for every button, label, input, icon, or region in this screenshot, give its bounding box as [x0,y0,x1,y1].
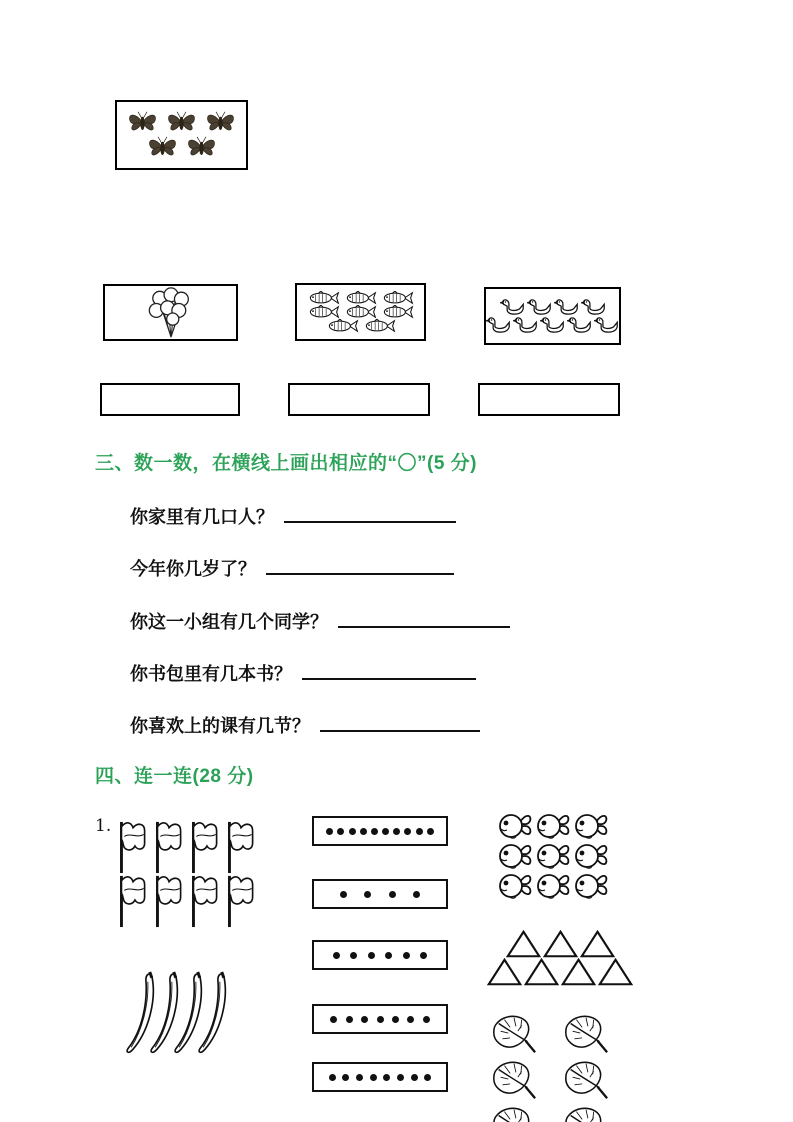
dot [342,1074,349,1081]
question-text: 今年你几岁了？ [130,559,256,579]
flag-icon [117,820,151,874]
dot [370,1074,377,1081]
dot [368,952,375,959]
butterfly-icon [202,110,239,135]
dot [389,891,396,898]
fish-icon [363,319,396,333]
answer-blank-line [338,610,510,628]
dot-box-4 [312,879,448,909]
dot [383,1074,390,1081]
triangle-icon [543,930,578,958]
question-text: 你书包里有几本书？ [130,664,292,684]
fish-icon [326,319,359,333]
goldfish-icon [573,870,609,900]
dot [403,952,410,959]
answer-blank-line [302,662,476,680]
duck-icon [594,316,619,334]
leaf-icon [488,1058,540,1104]
dot [337,828,344,835]
section-three-heading: 三、数一数，在横线上画出相应的“〇”(5 分) [95,453,478,474]
goldfish-group [496,810,610,900]
balloons-picture-box [103,284,238,341]
dot [427,828,434,835]
leaf-icon [488,1104,540,1122]
goldfish-icon [497,840,533,870]
dot [371,828,378,835]
question-favorite-classes [130,712,480,738]
question-text: 你家里有几口人？ [130,507,274,527]
fish-icon [381,305,414,319]
butterfly-picture-box [115,100,248,170]
dot [346,1016,353,1023]
dot-box-7 [312,1004,448,1034]
fish-icon [344,305,377,319]
icon-row [305,305,416,319]
flag-icon [117,874,151,928]
goldfish-icon [497,810,533,840]
icon-row [124,970,230,1056]
dot [411,1074,418,1081]
leaf-icon [488,1012,540,1058]
triangle-icon [598,958,633,986]
dot [326,828,333,835]
icon-row [478,1104,622,1122]
icon-row [143,135,221,160]
leaves-group [478,1012,622,1122]
triangle-icon [487,958,522,986]
dot [416,828,423,835]
flag-icon [153,874,187,928]
icon-row [478,1058,622,1104]
answer-box-2 [288,383,430,416]
dot [364,891,371,898]
fish-icon [381,291,414,305]
dot [423,1016,430,1023]
bananas-group [124,970,230,1056]
dot [333,952,340,959]
section-four-heading: 四、连一连(28 分) [95,766,254,787]
question-family-members [130,503,456,529]
dot [360,828,367,835]
dot-box-8 [312,1062,448,1092]
dot-box-10 [312,816,448,846]
dot [404,828,411,835]
triangle-icon [524,958,559,986]
icon-row [122,287,220,339]
answer-box-3 [478,383,620,416]
balloon-bunch-icon [122,287,220,339]
dot [393,828,400,835]
icon-row [305,291,416,305]
dot [349,828,356,835]
question-text: 你喜欢上的课有几节？ [130,716,310,736]
goldfish-icon [573,840,609,870]
icon-row [116,874,260,928]
butterfly-icon [144,135,181,160]
answer-blank-line [284,505,456,523]
duck-icon [567,316,592,334]
flag-icon [153,820,187,874]
dot [413,891,420,898]
question-books-in-bag [130,660,476,686]
butterfly-icon [124,110,161,135]
ducks-picture-box [484,287,621,345]
icon-row [324,319,398,333]
fish-icon [307,305,340,319]
dot [361,1016,368,1023]
dot [330,1016,337,1023]
dot [385,952,392,959]
icon-row [123,110,240,135]
triangle-icon [580,930,615,958]
banana-icon [196,970,230,1056]
goldfish-icon [535,870,571,900]
dot [392,1016,399,1023]
leaf-icon [560,1104,612,1122]
goldfish-icon [573,810,609,840]
icon-row [496,810,610,840]
goldfish-icon [535,840,571,870]
duck-icon [486,316,511,334]
fish-icon [307,291,340,305]
flags-group [116,820,260,928]
answer-blank-line [320,714,480,732]
dot [382,828,389,835]
leaf-icon [560,1012,612,1058]
leaf-icon [560,1058,612,1104]
question-text: 你这一小组有几个同学？ [130,612,328,632]
question-group-students [130,608,510,634]
duck-icon [513,316,538,334]
duck-icon [540,316,565,334]
flag-icon [225,874,259,928]
dot [420,952,427,959]
icon-row [485,316,620,334]
goldfish-icon [497,870,533,900]
answer-box-1 [100,383,240,416]
duck-icon [500,298,525,316]
flag-icon [225,820,259,874]
icon-row [486,930,634,958]
icon-row [478,1012,622,1058]
question-your-age [130,555,454,581]
answer-blank-line [266,557,454,575]
flag-icon [189,820,223,874]
butterfly-icon [163,110,200,135]
fish-picture-box [295,283,426,341]
dot [377,1016,384,1023]
fish-icon [344,291,377,305]
icon-row [486,958,634,986]
dot [350,952,357,959]
butterfly-icon [183,135,220,160]
dot [424,1074,431,1081]
icon-row [496,840,610,870]
duck-icon [554,298,579,316]
dot-box-6 [312,940,448,970]
dot [397,1074,404,1081]
goldfish-icon [535,810,571,840]
triangle-icon [561,958,596,986]
item-number: 1. [95,816,112,836]
flag-icon [189,874,223,928]
icon-row [496,870,610,900]
icon-row [116,820,260,874]
dot [356,1074,363,1081]
dot [407,1016,414,1023]
triangles-group [486,930,634,986]
icon-row [499,298,607,316]
duck-icon [581,298,606,316]
dot [329,1074,336,1081]
dot [340,891,347,898]
triangle-icon [506,930,541,958]
duck-icon [527,298,552,316]
